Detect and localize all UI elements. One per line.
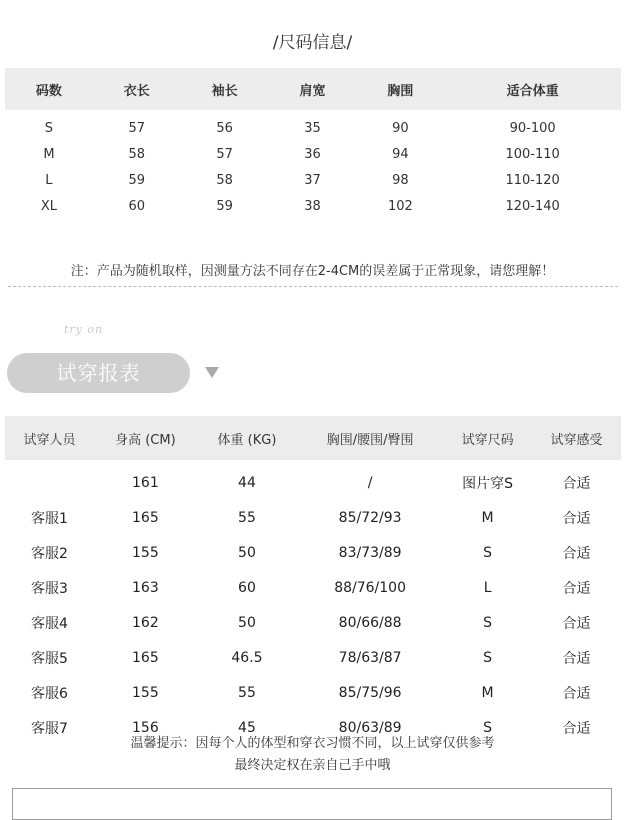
try-on-cell: 合适 — [562, 545, 591, 562]
try-on-header-cell: 胸围/腰围/臀围 — [297, 416, 443, 460]
try-on-table-row — [5, 570, 621, 605]
size-cell: XL — [40, 198, 57, 214]
size-header-cell: 适合体重 — [444, 68, 621, 110]
try-on-cell: 合适 — [562, 580, 591, 597]
try-on-cell: / — [367, 474, 373, 491]
try-on-cell: 客服5 — [30, 650, 68, 667]
try-on-cell: 60 — [238, 579, 256, 596]
try-on-cell: 155 — [132, 684, 159, 701]
try-on-table-row — [5, 460, 621, 500]
size-cell: S — [44, 120, 54, 136]
size-cell: 57 — [128, 120, 146, 136]
try-on-table-row — [5, 605, 621, 640]
try-on-cell: 46.5 — [231, 649, 263, 666]
size-cell: M — [43, 146, 55, 162]
try-on-header-cell: 试穿尺码 — [443, 416, 532, 460]
try-on-cell: 83/73/89 — [338, 544, 402, 561]
try-on-cell: 85/72/93 — [338, 509, 402, 526]
size-cell: 38 — [304, 198, 321, 214]
try-on-cell: 合适 — [562, 685, 591, 702]
size-cell: 59 — [128, 172, 146, 188]
try-on-cell: 55 — [238, 684, 256, 701]
try-on-table-row — [5, 675, 621, 710]
try-on-report-badge: 试穿报表 — [7, 353, 190, 393]
try-on-script-text: try on — [64, 323, 104, 336]
try-on-tip — [0, 733, 625, 777]
try-on-cell: 165 — [132, 649, 159, 666]
size-table-row — [5, 110, 621, 141]
try-on-cell: 45 — [238, 719, 256, 736]
try-on-cell: 合适 — [562, 720, 591, 737]
measurement-note: 注：产品为随机取样，因测量方法不同存在2-4CM的误差属于正常现象，请您理解！ — [70, 264, 555, 279]
try-on-cell: M — [481, 684, 494, 701]
size-cell: 58 — [216, 172, 233, 188]
try-on-header-cell: 试穿人员 — [5, 416, 94, 460]
try-on-cell: 88/76/100 — [334, 579, 406, 596]
try-on-cell: 客服6 — [30, 685, 68, 702]
try-on-header-cell: 体重 (KG) — [197, 416, 297, 460]
try-on-cell: 客服3 — [30, 580, 68, 597]
size-cell: 35 — [304, 120, 321, 136]
try-on-cell: 80/63/89 — [338, 719, 402, 736]
try-on-cell: 图片穿S — [462, 475, 514, 492]
size-header-cell: 胸围 — [356, 68, 444, 110]
try-on-cell: 50 — [238, 544, 256, 561]
size-cell: 58 — [128, 146, 146, 162]
size-header-cell: 肩宽 — [269, 68, 357, 110]
try-on-cell: S — [483, 544, 493, 561]
size-cell: 98 — [392, 172, 409, 188]
try-on-cell: 161 — [132, 474, 159, 491]
dashed-divider — [8, 286, 618, 287]
try-on-cell: 50 — [238, 614, 256, 631]
size-cell: 110-120 — [505, 172, 560, 188]
size-header-cell: 码数 — [5, 68, 93, 110]
size-cell: 59 — [216, 198, 233, 214]
try-on-cell: 155 — [132, 544, 159, 561]
size-table-row — [5, 193, 621, 219]
tip-line-2: 最终决定权在亲自己手中哦 — [234, 758, 391, 773]
try-on-cell: 合适 — [562, 615, 591, 632]
size-cell: 90-100 — [509, 120, 556, 136]
try-on-cell: 85/75/96 — [338, 684, 402, 701]
try-on-table-row — [5, 535, 621, 570]
try-on-cell: 44 — [238, 474, 256, 491]
try-on-table — [5, 416, 621, 745]
try-on-cell: 合适 — [562, 475, 591, 492]
size-table — [5, 68, 621, 219]
triangle-down-icon — [205, 367, 219, 378]
try-on-cell: 163 — [132, 579, 159, 596]
try-on-cell: 客服4 — [30, 615, 68, 632]
tip-line-1: 温馨提示：因每个人的体型和穿衣习惯不同，以上试穿仅供参考 — [130, 736, 495, 751]
size-cell: 100-110 — [505, 146, 560, 162]
try-on-cell: 客服7 — [30, 720, 68, 737]
try-on-cell: 客服2 — [30, 545, 68, 562]
try-on-cell: L — [483, 579, 492, 596]
try-on-cell: 合适 — [562, 650, 591, 667]
bottom-frame — [12, 788, 612, 820]
try-on-cell: 78/63/87 — [338, 649, 402, 666]
try-on-cell: 55 — [238, 509, 256, 526]
size-table-row — [5, 167, 621, 193]
try-on-table-row — [5, 500, 621, 535]
size-cell: 94 — [392, 146, 409, 162]
try-on-cell: S — [483, 719, 493, 736]
size-table-header — [5, 68, 621, 110]
size-table-row — [5, 141, 621, 167]
try-on-cell: 165 — [132, 509, 159, 526]
try-on-cell: 客服1 — [30, 510, 68, 527]
try-on-cell: 合适 — [562, 510, 591, 527]
size-cell: 120-140 — [505, 198, 560, 214]
try-on-cell: M — [481, 509, 494, 526]
try-on-table-header — [5, 416, 621, 460]
size-cell: 36 — [304, 146, 321, 162]
size-cell: 60 — [128, 198, 146, 214]
try-on-cell: 162 — [132, 614, 159, 631]
try-on-cell — [5, 460, 94, 500]
try-on-cell: 80/66/88 — [338, 614, 402, 631]
size-cell: 102 — [387, 198, 413, 214]
size-cell: 37 — [304, 172, 321, 188]
try-on-cell: 156 — [132, 719, 159, 736]
size-header-cell: 衣长 — [93, 68, 181, 110]
size-cell: 57 — [216, 146, 233, 162]
try-on-header-cell: 试穿感受 — [532, 416, 621, 460]
try-on-cell: S — [483, 649, 493, 666]
size-cell: 90 — [392, 120, 409, 136]
size-header-cell: 袖长 — [181, 68, 269, 110]
size-cell: 56 — [216, 120, 233, 136]
size-cell: L — [45, 172, 53, 188]
size-info-title: /尺码信息/ — [272, 33, 353, 53]
try-on-cell: S — [483, 614, 493, 631]
try-on-table-row — [5, 640, 621, 675]
try-on-header-cell: 身高 (CM) — [94, 416, 197, 460]
